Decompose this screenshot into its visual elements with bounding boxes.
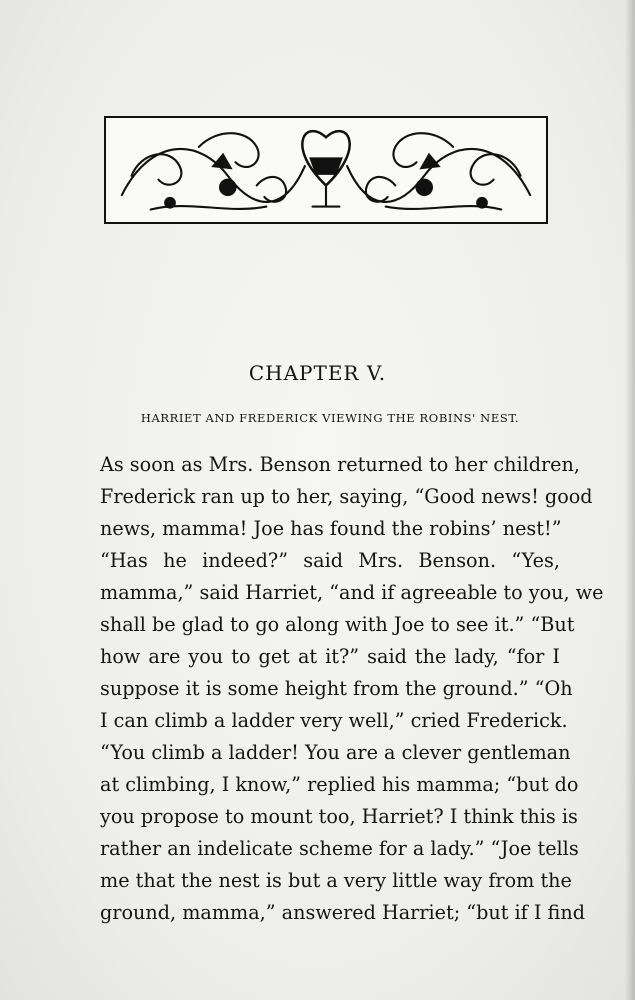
text-line: me that the nest is but a very little way from the <box>100 869 572 892</box>
text-line: news, mamma! Joe has found the robins’ nest!” <box>100 517 562 540</box>
text-line: mamma,” said Harriet, “and if agreeable to you, we <box>100 581 604 604</box>
text-line: I can climb a ladder very well,” cried Frederick. <box>100 709 568 732</box>
chapter-subtitle: HARRIET AND FREDERICK VIEWING THE ROBINS' NEST. <box>140 411 520 425</box>
text-line: As soon as Mrs. Benson returned to her children, <box>100 453 580 476</box>
text-line: shall be glad to go along with Joe to see it.” “But <box>100 613 575 636</box>
text-line: ground, mamma,” answered Harriet; “but if I find <box>100 901 585 924</box>
text-line: rather an indelicate scheme for a lady.” “Joe tells <box>100 837 579 860</box>
text-line: “You climb a ladder! You are a clever gentleman <box>100 741 571 764</box>
text-line: “Has he indeed?” said Mrs. Benson. “Yes, <box>100 549 560 572</box>
floral-scroll-headpiece-icon <box>104 116 548 224</box>
text-line: at climbing, I know,” replied his mamma; “but do <box>100 773 579 796</box>
page-edge-shadow <box>625 0 635 1000</box>
text-line: Frederick ran up to her, saying, “Good news! good <box>100 485 593 508</box>
text-line: suppose it is some height from the ground.” “Oh <box>100 677 573 700</box>
text-line: you propose to mount too, Harriet? I think this is <box>100 805 578 828</box>
text-line: how are you to get at it?” said the lady, “for I <box>100 645 560 668</box>
chapter-title: CHAPTER V. <box>248 361 387 385</box>
